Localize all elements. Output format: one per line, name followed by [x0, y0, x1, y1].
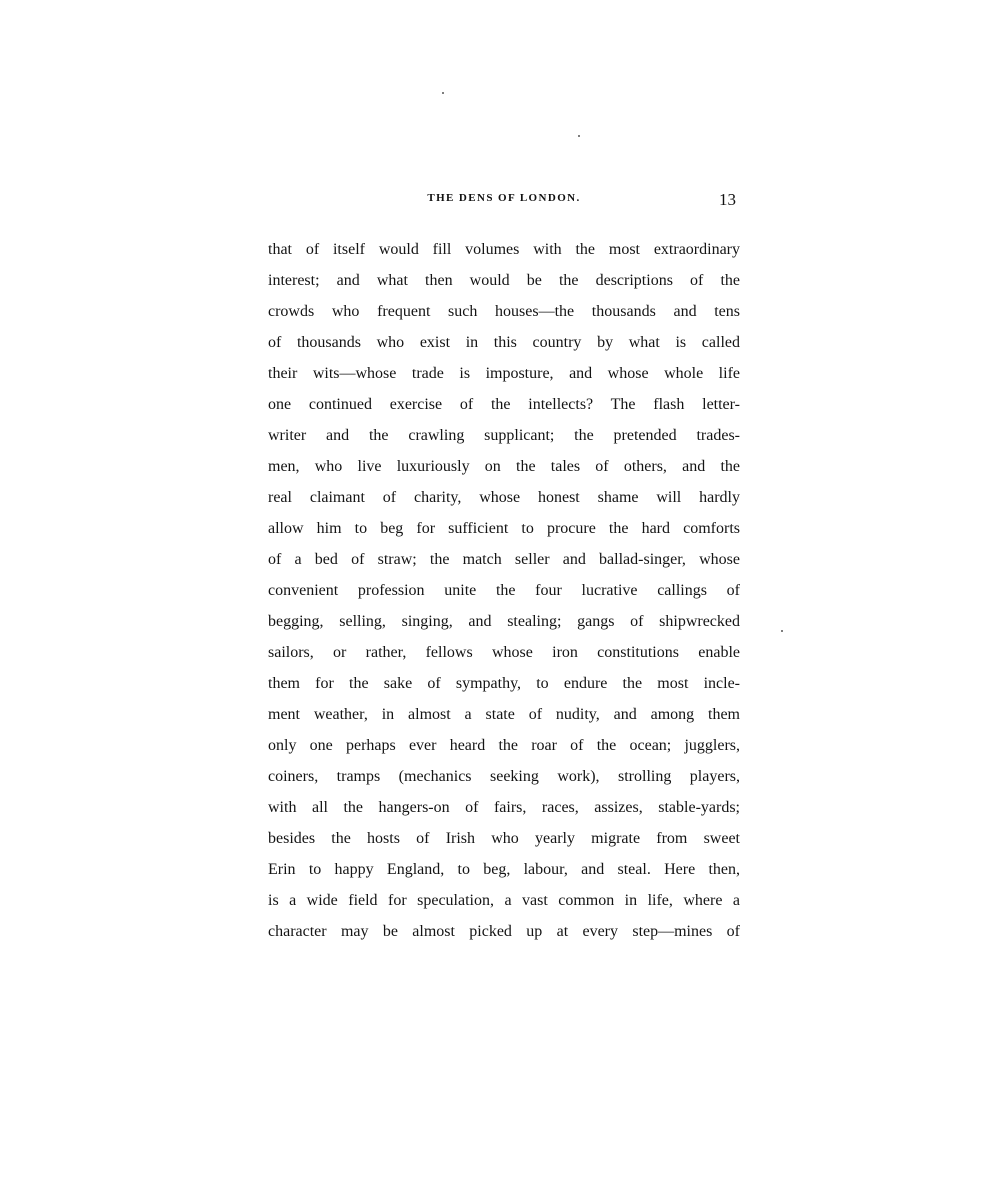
text-line: one continued exercise of the intellects? The flash letter-: [268, 396, 740, 413]
text-line: Erin to happy England, to beg, labour, and steal. Here then,: [268, 861, 740, 878]
text-line: sailors, or rather, fellows whose iron constitutions enable: [268, 644, 740, 661]
scan-speck: [578, 135, 580, 137]
text-line: interest; and what then would be the descriptions of the: [268, 272, 740, 289]
body-text: [268, 234, 740, 947]
text-line: of thousands who exist in this country by what is called: [268, 334, 740, 351]
text-line: character may be almost picked up at every step—mines of: [268, 923, 740, 940]
page-number: 13: [719, 190, 736, 209]
running-head: [268, 190, 740, 212]
text-line: allow him to beg for sufficient to procure the hard comforts: [268, 520, 740, 537]
text-line: coiners, tramps (mechanics seeking work), strolling players,: [268, 768, 740, 785]
text-line: real claimant of charity, whose honest shame will hardly: [268, 489, 740, 506]
text-line: crowds who frequent such houses—the thousands and tens: [268, 303, 740, 320]
text-line: their wits—whose trade is imposture, and whose whole life: [268, 365, 740, 382]
text-line: them for the sake of sympathy, to endure the most incle-: [268, 675, 740, 692]
text-line: begging, selling, singing, and stealing; gangs of shipwrecked: [268, 613, 740, 630]
text-line: convenient profession unite the four lucrative callings of: [268, 582, 740, 599]
text-line: of a bed of straw; the match seller and ballad-singer, whose: [268, 551, 740, 568]
text-line: with all the hangers-on of fairs, races, assizes, stable-yards;: [268, 799, 740, 816]
running-title: THE DENS OF LONDON.: [427, 192, 581, 204]
text-line: only one perhaps ever heard the roar of the ocean; jugglers,: [268, 737, 740, 754]
text-line: besides the hosts of Irish who yearly migrate from sweet: [268, 830, 740, 847]
text-line: men, who live luxuriously on the tales of others, and the: [268, 458, 740, 475]
scan-speck: [781, 630, 783, 632]
text-line: ment weather, in almost a state of nudity, and among them: [268, 706, 740, 723]
text-line: is a wide field for speculation, a vast common in life, where a: [268, 892, 740, 909]
text-line: writer and the crawling supplicant; the pretended trades-: [268, 427, 740, 444]
text-line: that of itself would fill volumes with the most extraordinary: [268, 241, 740, 258]
scan-speck: [442, 92, 444, 94]
